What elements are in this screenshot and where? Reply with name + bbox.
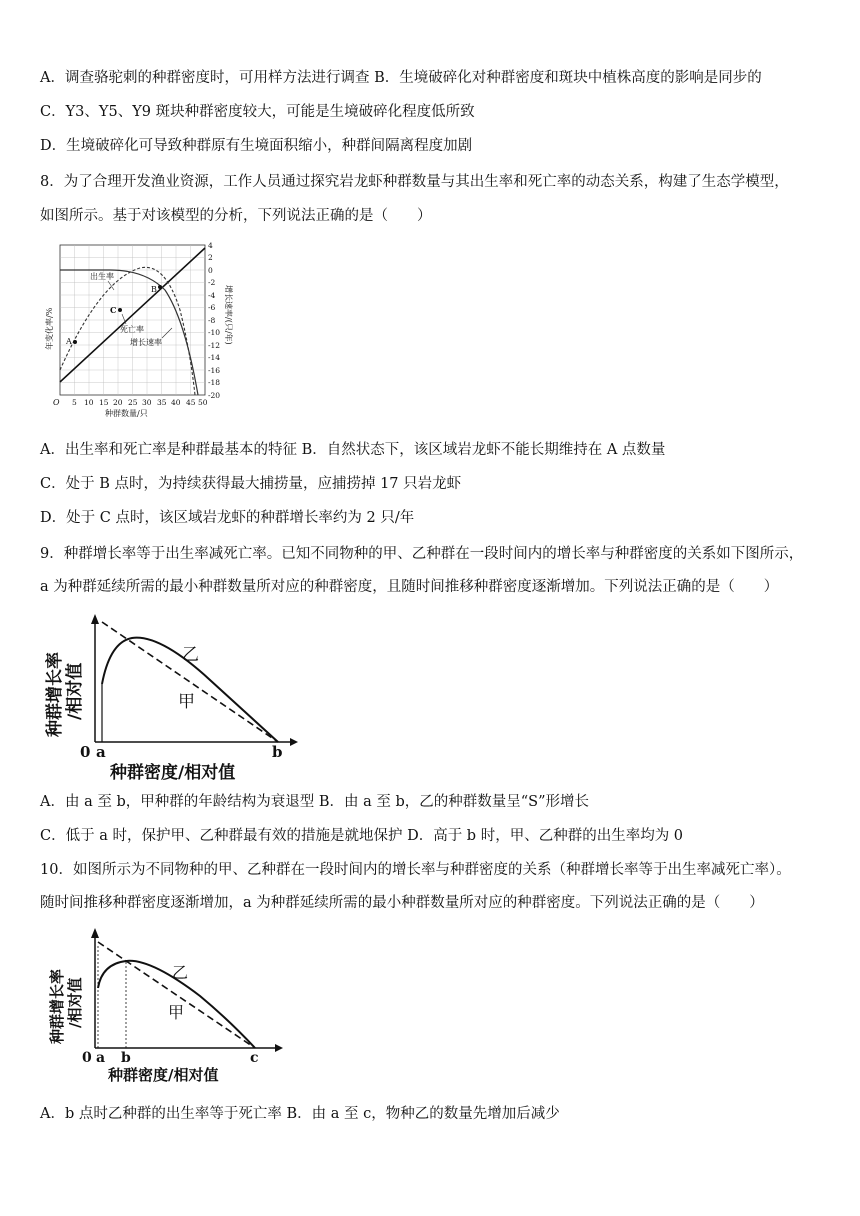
fig9-label-yi: 乙 xyxy=(182,645,199,665)
svg-text:20: 20 xyxy=(113,398,123,407)
q10-chart-svg xyxy=(40,926,290,1088)
q10-stem-line1: 10．如图所示为不同物种的甲、乙种群在一段时间内的增长率与种群密度的关系（种群增长率等于出生率减死亡率）。 xyxy=(40,862,791,878)
q8-figure xyxy=(40,240,240,420)
fig10-label-yi: 乙 xyxy=(172,963,189,982)
point-a-label: A xyxy=(66,337,72,346)
point-c-dot xyxy=(118,308,122,312)
svg-text:-20: -20 xyxy=(208,391,221,400)
svg-text:0: 0 xyxy=(208,266,213,275)
q8-option-c: C．处于 B 点时，为持续获得最大捕捞量，应捕捞掉 17 只岩龙虾 xyxy=(40,476,462,492)
svg-text:-12: -12 xyxy=(208,341,221,350)
svg-text:-8: -8 xyxy=(208,316,216,325)
q10-option-a-b: A．b 点时乙种群的出生率等于死亡率 B．由 a 至 c，物种乙的数量先增加后减少 xyxy=(40,1106,560,1122)
svg-text:50: 50 xyxy=(198,398,208,407)
svg-text:4: 4 xyxy=(208,241,213,250)
svg-text:-18: -18 xyxy=(208,378,221,387)
fig10-jia-curve xyxy=(98,942,255,1048)
q9-chart-svg xyxy=(40,612,300,784)
point-b-dot xyxy=(158,285,162,289)
fig9-origin: 0 xyxy=(80,743,91,761)
birth-rate-label: 出生率 xyxy=(90,272,114,281)
fig10-x-axis-label: 种群密度/相对值 xyxy=(108,1066,219,1084)
q8-option-d: D．处于 C 点时，该区域岩龙虾的种群增长率约为 2 只/年 xyxy=(40,510,415,526)
svg-text:-14: -14 xyxy=(208,353,221,362)
svg-text:-4: -4 xyxy=(208,291,216,300)
fig9-y-label-2: /相对值 xyxy=(65,662,85,720)
fig9-x-axis-label: 种群密度/相对值 xyxy=(110,763,236,783)
point-c-label: C xyxy=(110,305,117,315)
svg-text:-16: -16 xyxy=(208,366,221,375)
q7-option-d: D．生境破碎化可导致种群原有生境面积缩小，种群间隔离程度加剧 xyxy=(40,138,473,154)
point-b-label: B xyxy=(151,285,157,294)
svg-text:15: 15 xyxy=(99,398,109,407)
svg-text:30: 30 xyxy=(142,398,152,407)
q7-option-a-b: A．调查骆驼刺的种群密度时，可用样方法进行调查 B．生境破碎化对种群密度和斑块中植株高度的影响是同步的 xyxy=(40,70,762,86)
fig10-y-label-2: /相对值 xyxy=(66,977,84,1028)
svg-text:10: 10 xyxy=(84,398,94,407)
svg-text:35: 35 xyxy=(157,398,167,407)
q8-stem-line2: 如图所示。基于对该模型的分析，下列说法正确的是（ ） xyxy=(40,208,432,224)
fig8-x-axis-label: 种群数量/只 xyxy=(105,409,148,418)
fig8-right-ticks xyxy=(208,241,220,400)
svg-text:5: 5 xyxy=(72,398,77,407)
q10-stem-line2: 随时间推移种群密度逐渐增加，a 为种群延续所需的最小种群数量所对应的种群密度。下列说法正确的是（ ） xyxy=(40,895,764,911)
fig8-left-axis-label: 年变化率/% xyxy=(45,307,54,350)
q10-figure xyxy=(40,926,290,1088)
q9-option-c-d: C．低于 a 时，保护甲、乙种群最有效的措施是就地保护 D．高于 b 时，甲、乙种群的出生率均为 0 xyxy=(40,828,684,844)
fig10-tick-a: a xyxy=(96,1050,106,1066)
fig9-tick-b: b xyxy=(272,743,283,761)
fig10-y-label-1: 种群增长率 xyxy=(48,968,66,1044)
fig10-tick-c: c xyxy=(250,1050,259,1066)
svg-text:25: 25 xyxy=(128,398,138,407)
q9-stem-line1: 9．种群增长率等于出生率减死亡率。已知不同物种的甲、乙种群在一段时间内的增长率与种群密度的关系如下图所示， xyxy=(40,546,804,562)
fig9-tick-a: a xyxy=(96,743,106,761)
q8-option-a-b: A．出生率和死亡率是种群最基本的特征 B．自然状态下，该区域岩龙虾不能长期维持在 A 点数量 xyxy=(40,442,666,458)
fig10-tick-b: b xyxy=(121,1050,131,1066)
fig8-right-axis-label: 增长速率/(只/年) xyxy=(224,285,233,345)
fig8-origin: O xyxy=(53,398,60,407)
fig8-x-ticks xyxy=(72,398,208,407)
death-rate-label: 死亡率 xyxy=(120,325,144,334)
svg-text:-10: -10 xyxy=(208,328,221,337)
svg-text:2: 2 xyxy=(208,253,213,262)
fig10-origin: 0 xyxy=(82,1050,92,1066)
growth-rate-label: 增长速率 xyxy=(130,338,162,347)
q8-chart-svg xyxy=(40,240,240,420)
fig9-label-jia: 甲 xyxy=(178,692,195,712)
svg-text:40: 40 xyxy=(171,398,181,407)
fig10-label-jia: 甲 xyxy=(168,1003,185,1022)
svg-text:-2: -2 xyxy=(208,278,216,287)
q8-stem-line1: 8．为了合理开发渔业资源，工作人员通过探究岩龙虾种群数量与其出生率和死亡率的动态关系，构建了生态学模型， xyxy=(40,174,789,190)
q7-option-c: C．Y3、Y5、Y9 斑块种群密度较大，可能是生境破碎化程度低所致 xyxy=(40,104,475,120)
q9-figure xyxy=(40,612,300,784)
q9-stem-line2: a 为种群延续所需的最小种群数量所对应的种群密度，且随时间推移种群密度逐渐增加。下列说法正确的是（ ） xyxy=(40,579,779,595)
svg-text:-6: -6 xyxy=(208,303,216,312)
q9-option-a-b: A．由 a 至 b，甲种群的年龄结构为衰退型 B．由 a 至 b，乙的种群数量呈“S”形增长 xyxy=(40,794,590,810)
point-a-dot xyxy=(73,340,77,344)
svg-text:45: 45 xyxy=(186,398,196,407)
fig9-y-label-1: 种群增长率 xyxy=(45,652,65,737)
